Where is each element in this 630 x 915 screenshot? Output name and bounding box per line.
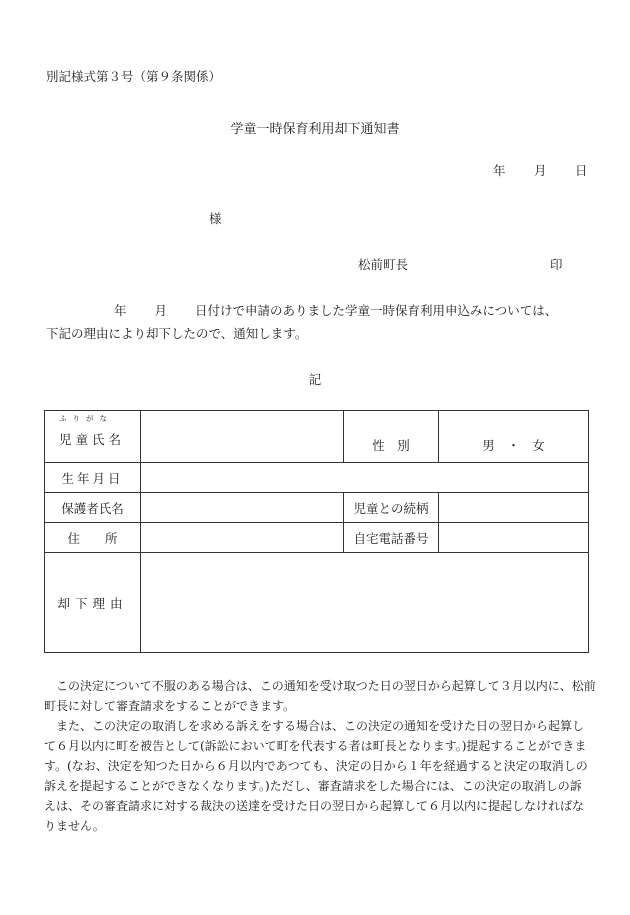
birthdate-row (45, 463, 589, 493)
guardian-row (45, 493, 589, 523)
birthdate-label: 生年月日 (45, 463, 141, 493)
document-title: 学童一時保育利用却下通知書 (230, 122, 400, 137)
guardian-name-label: 保護者氏名 (45, 493, 141, 523)
lawsuit-notice: また、この決定の取消しを求める訴えをする場合は、この決定の通知を受けた日の翌日から起算して６月以内に町を被告として(訴訟において町を代表する者は町長となります。)提起することができます。(なお、決定を知つた日から６月以内であつても、決定の日から１年を経過すると決定の取消しの訴えを提起することができなくなります。)ただし、審査請求をした場合には、この決定の取消しの訴えは、その審査請求に対する裁決の送達を受けた日の翌日から起算して６月以内に提起しなければなりません。 (44, 719, 588, 833)
address-field[interactable] (141, 523, 344, 553)
address-label: 住 所 (45, 523, 141, 553)
body-line-1-text: 日付けで申請のありました学童一時保育利用申込みについては、 (195, 303, 558, 318)
home-phone-label: 自宅電話番号 (344, 523, 439, 553)
ki-heading: 記 (308, 372, 322, 387)
relationship-label: 児童との続柄 (344, 493, 439, 523)
gender-options[interactable]: 男 ・ 女 (439, 411, 589, 463)
body-line-2: 下記の理由により却下したので、通知します。 (46, 326, 308, 341)
reason-field[interactable] (141, 553, 589, 653)
birthdate-field[interactable] (141, 463, 589, 493)
gender-label: 性 別 (344, 411, 439, 463)
date-year-label: 年 (493, 163, 506, 178)
date-month-label: 月 (534, 163, 547, 178)
guardian-name-field[interactable] (141, 493, 344, 523)
home-phone-field[interactable] (439, 523, 589, 553)
child-name-field[interactable] (141, 411, 344, 463)
appeal-notice: この決定について不服のある場合は、この通知を受け取つた日の翌日から起算して３月以内に、松前町長に対して審査請求をすることができます。 (44, 679, 596, 713)
body-line-1 (46, 301, 591, 319)
seal-mark: 印 (550, 257, 563, 272)
relationship-field[interactable] (439, 493, 589, 523)
child-name-row (45, 411, 589, 463)
body-month-label: 月 (154, 303, 168, 318)
reason-label: 却下理由 (45, 553, 141, 653)
address-row (45, 523, 589, 553)
furigana-label: ふりがな (59, 414, 113, 423)
reason-row (45, 553, 589, 653)
issuer-name: 松前町長 (358, 257, 409, 272)
child-name-label-cell (45, 411, 141, 463)
body-year-label: 年 (114, 303, 127, 318)
form-number: 別記様式第３号（第９条関係） (46, 69, 222, 84)
application-info-table (44, 410, 589, 653)
addressee-honorific: 様 (209, 211, 222, 226)
child-name-label: 児童氏名 (59, 432, 126, 447)
date-day-label: 日 (575, 163, 588, 178)
